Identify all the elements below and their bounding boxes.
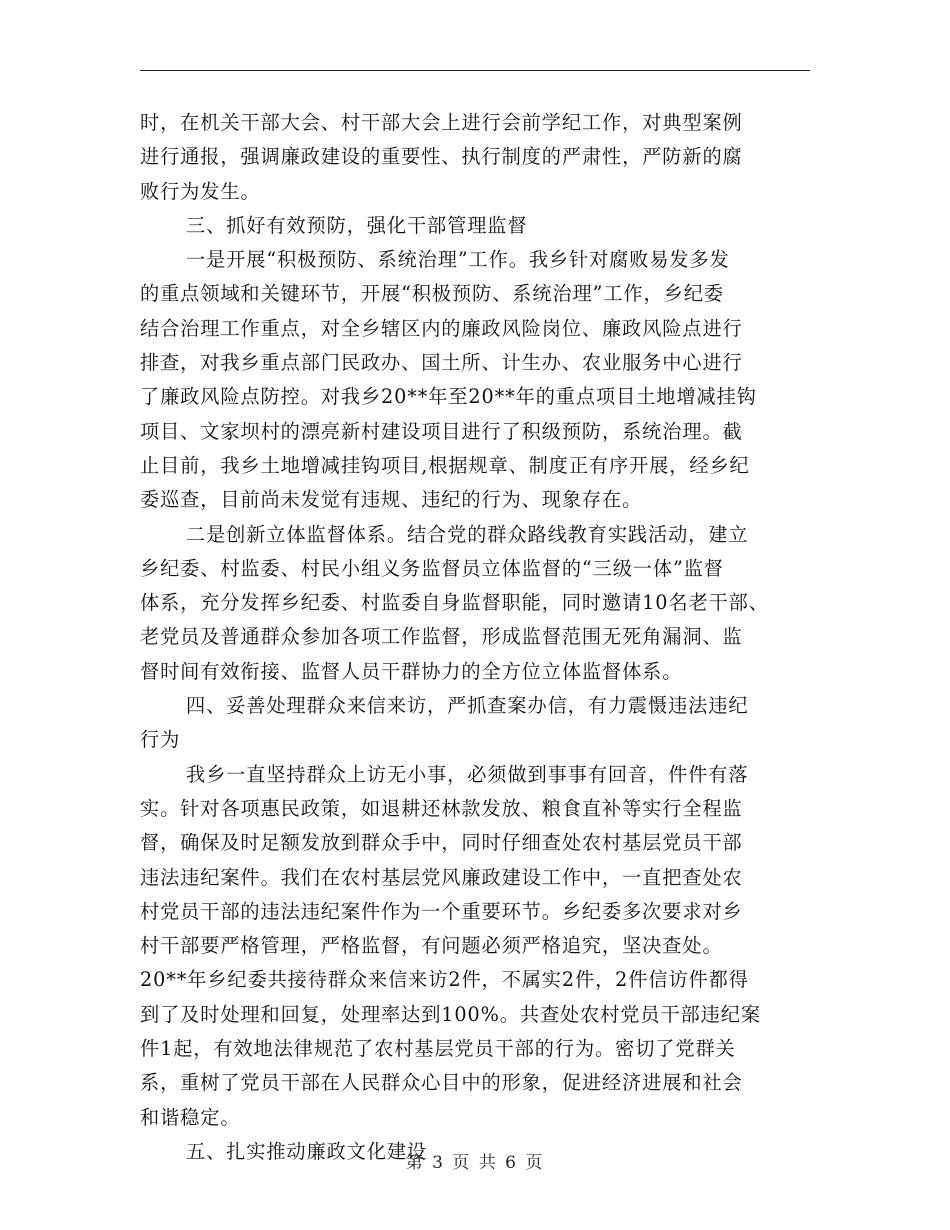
page-number: 第 3 页 共 6 页 <box>405 1153 545 1173</box>
text-line: 村干部要严格管理，严格监督，有问题必须严格追究，坚决查处。 <box>140 934 723 958</box>
text-line: 村党员干部的违法违纪案件作为一个重要环节。乡纪委多次要求对乡 <box>140 899 743 923</box>
text-line: 的重点领域和关键环节，开展“积极预防、系统治理”工作，乡纪委 <box>140 282 724 306</box>
text-line: 时，在机关干部大会、村干部大会上进行会前学纪工作，对典型案例 <box>140 111 743 134</box>
text-line: 和谐稳定。 <box>140 1105 241 1129</box>
text-line: 止目前，我乡土地增减挂钩项目,根据规章、制度正有序开展，经乡纪 <box>140 453 750 477</box>
text-line: 系，重树了党员干部在人民群众心目中的形象，促进经济进展和社会 <box>140 1071 743 1095</box>
text-line: 到了及时处理和回复，处理率达到100%。共查处农村党员干部违纪案 <box>140 1002 761 1026</box>
text-line: 行为 <box>140 728 181 752</box>
text-line: 了廉政风险点防控。对我乡20**年至20**年的重点项目土地增减挂钩 <box>140 385 757 409</box>
text-line: 委巡查，目前尚未发觉有违规、违纪的行为、现象存在。 <box>140 488 643 512</box>
text-line: 督时间有效衔接、监督人员干群协力的全方位立体监督体系。 <box>140 659 683 683</box>
text-line: 三、抓好有效预防，强化干部管理监督 <box>186 213 528 237</box>
text-line: 20**年乡纪委共接待群众来信来访2件，不属实2件，2件信访件都得 <box>140 968 749 992</box>
text-line: 败行为发生。 <box>140 179 261 203</box>
text-line: 二是创新立体监督体系。结合党的群众路线教育实践活动，建立 <box>186 522 749 546</box>
text-line: 老党员及普通群众参加各项工作监督，形成监督范围无死角漏洞、监 <box>140 625 743 649</box>
text-line: 五、扎实推动廉政文化建设 <box>186 1139 428 1163</box>
text-line: 违法违纪案件。我们在农村基层党风廉政建设工作中，一直把查处农 <box>140 865 743 889</box>
text-line: 结合治理工作重点，对全乡辖区内的廉政风险岗位、廉政风险点进行 <box>140 316 743 340</box>
header-divider <box>140 70 810 71</box>
text-line: 督，确保及时足额发放到群众手中，同时仔细查处农村基层党员干部 <box>140 831 743 855</box>
text-line: 实。针对各项惠民政策，如退耕还林款发放、粮食直补等实行全程监 <box>140 796 743 820</box>
text-line: 四、妥善处理群众来信来访，严抓查案办信，有力震慑违法违纪 <box>186 694 749 718</box>
text-line: 项目、文家坝村的漂亮新村建设项目进行了积级预防，系统治理。截 <box>140 419 743 443</box>
text-line: 进行通报，强调廉政建设的重要性、执行制度的严肃性，严防新的腐 <box>140 145 743 169</box>
document-body <box>140 106 810 1169</box>
text-line: 体系，充分发挥乡纪委、村监委自身监督职能，同时邀请10名老干部、 <box>140 591 769 615</box>
text-line: 一是开展“积极预防、系统治理”工作。我乡针对腐败易发多发 <box>186 248 730 272</box>
text-line: 我乡一直坚持群众上访无小事，必须做到事事有回音，件件有落 <box>186 762 749 786</box>
text-line: 乡纪委、村监委、村民小组义务监督员立体监督的“三级一体”监督 <box>140 556 724 580</box>
text-line: 排查，对我乡重点部门民政办、国土所、计生办、农业服务中心进行 <box>140 351 743 375</box>
text-line: 件1起，有效地法律规范了农村基层党员干部的行为。密切了党群关 <box>140 1037 736 1061</box>
